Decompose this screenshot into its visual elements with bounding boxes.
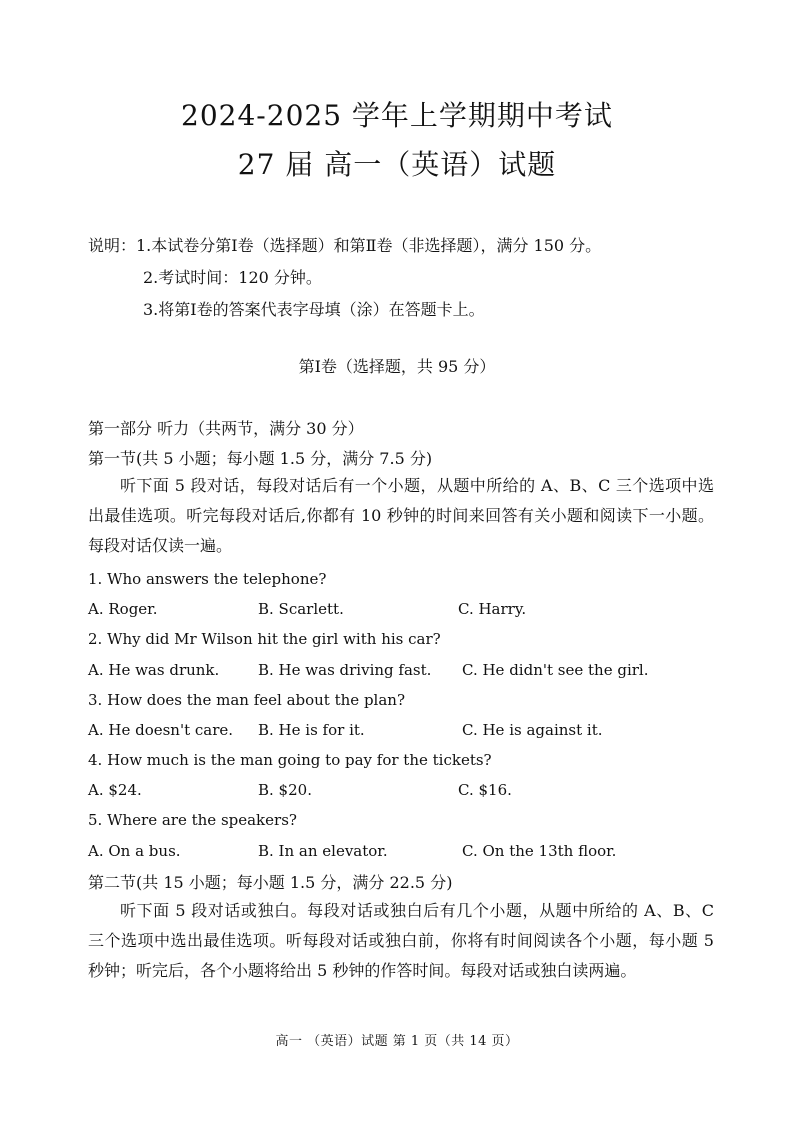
option-b: B. Scarlett. — [258, 600, 344, 618]
option-a: A. $24. — [88, 781, 142, 799]
option-a: A. Roger. — [88, 600, 158, 618]
question-stem: 2. Why did Mr Wilson hit the girl with his car? — [88, 630, 441, 648]
option-c: C. He is against it. — [462, 721, 603, 739]
exam-title: 2024-2025 学年上学期期中考试 — [181, 99, 613, 132]
question-stem: 4. How much is the man going to pay for the tickets? — [88, 751, 492, 769]
section-instructions: 听下面 5 段对话或独白。每段对话或独白后有几个小题，从题中所给的 A、B、C 三个选项中选出最佳选项。听每段对话或独白前，你将有时间阅读各个小题，每小题 5 秒钟；听完后，各个小题将给出 5 秒钟的作答时间。每段对话或独白读两遍。 — [88, 901, 714, 980]
section-title: 第二节(共 15 小题；每小题 1.5 分，满分 22.5 分) — [88, 873, 453, 892]
option-b: B. He was driving fast. — [258, 661, 432, 679]
section-instructions: 听下面 5 段对话，每段对话后有一个小题，从题中所给的 A、B、C 三个选项中选出最佳选项。听完每段对话后,你都有 10 秒钟的时间来回答有关小题和阅读下一小题。每段对话仅读一遍。 — [88, 476, 714, 555]
option-a: A. He was drunk. — [88, 661, 220, 679]
option-a: A. On a bus. — [88, 842, 181, 860]
section-title: 第一节(共 5 小题；每小题 1.5 分，满分 7.5 分) — [88, 449, 433, 468]
note-line: 2.考试时间：120 分钟。 — [143, 268, 322, 287]
option-b: B. He is for it. — [258, 721, 365, 739]
option-b: B. $20. — [258, 781, 312, 799]
exam-subtitle: 27 届 高一（英语）试题 — [237, 148, 557, 181]
question-stem: 3. How does the man feel about the plan? — [88, 691, 405, 709]
note-line: 说明：1.本试卷分第Ⅰ卷（选择题）和第Ⅱ卷（非选择题），满分 150 分。 — [88, 236, 602, 255]
option-c: C. On the 13th floor. — [462, 842, 617, 860]
option-c: C. Harry. — [458, 600, 527, 618]
option-c: C. He didn't see the girl. — [462, 661, 649, 679]
question-stem: 1. Who answers the telephone? — [88, 570, 327, 588]
page-footer: 高一 （英语）试题 第 1 页（共 14 页） — [275, 1034, 519, 1049]
volume-title: 第Ⅰ卷（选择题，共 95 分） — [298, 357, 496, 376]
question-stem: 5. Where are the speakers? — [88, 811, 297, 829]
option-b: B. In an elevator. — [258, 842, 388, 860]
note-line: 3.将第Ⅰ卷的答案代表字母填（涂）在答题卡上。 — [143, 300, 485, 319]
option-a: A. He doesn't care. — [88, 721, 234, 739]
part-title: 第一部分 听力（共两节，满分 30 分） — [88, 419, 364, 438]
option-c: C. $16. — [458, 781, 512, 799]
